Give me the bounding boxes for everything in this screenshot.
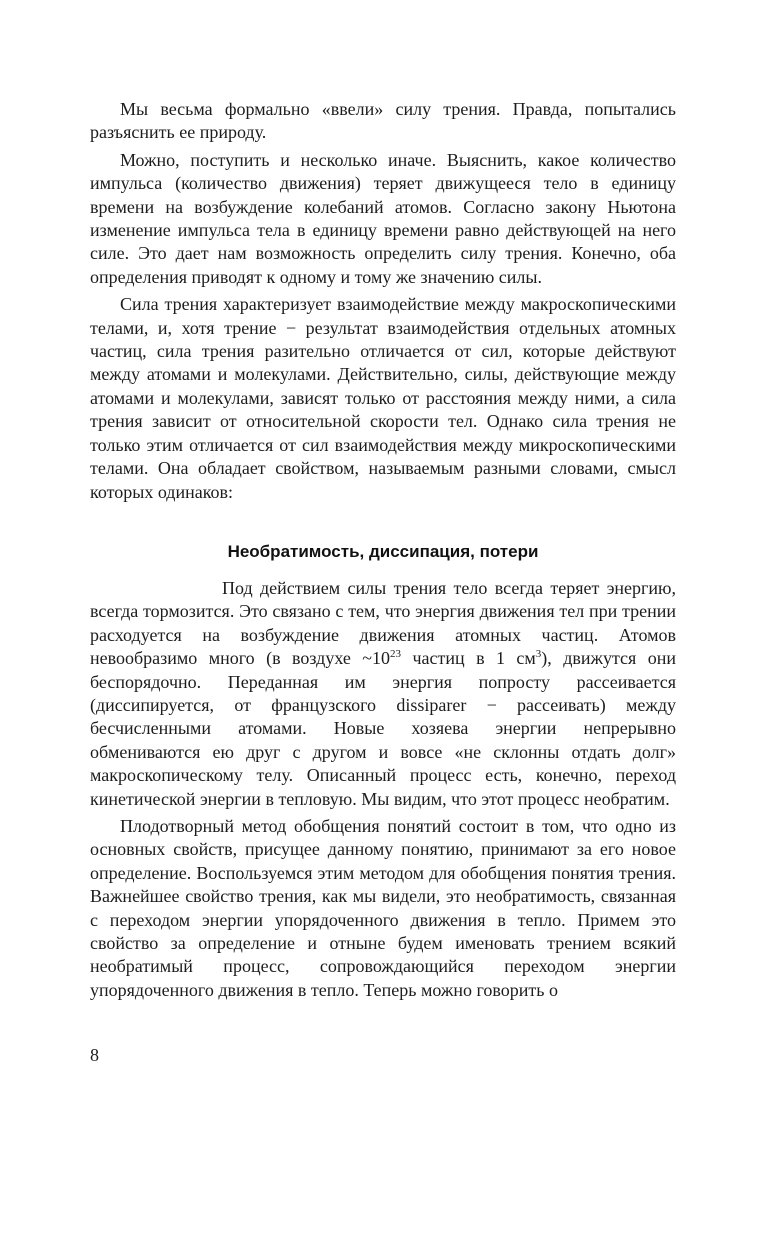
- text-part-2: частиц в 1 см: [401, 648, 536, 669]
- exponent-3: 3: [535, 648, 542, 661]
- paragraph-momentum: Можно, поступить и несколько иначе. Выяснить, какое количество импульса (количество движения) теряет движущееся тело в единицу времени на возбуждение колебаний атомов. Согласно закону Ньютона изменение импульса тела в единицу времени равно действующей на него силе. Это дает нам возможность определить силу трения. Конечно, оба определения приводят к одному и тому же значению силы.: [90, 149, 676, 287]
- page-body: [90, 98, 676, 1006]
- section-heading: Необратимость, диссипация, потери: [227, 541, 539, 561]
- paragraph-friction-character: Сила трения характеризует взаимодействие между макроскопическими телами, и, хотя трение − результат взаимодействия отдельных атомных частиц, сила трения разительно отличается от сил, которые действуют между атомами и молекулами. Действительно, силы, действующие между атомами и молекулами, зависят только от расстояния между ними, а сила трения зависит от относительной скорости тел. Однако сила трения не только этим отличается от сил взаимодействия между микроскопическими телами. Она обладает свойством, называемым разными словами, смысл которых одинаков:: [90, 294, 676, 502]
- text-part-1: Под действием силы трения тело всегда теряет энергию, всегда тормозится. Это связано с тем, что энергия движения тел при трении расходуется на возбуждение движения атомных частиц. Атомов невообразимо много (в воздухе ~10: [90, 577, 676, 669]
- paragraph-intro: Мы весьма формально «ввели» силу трения. Правда, попытались разъяснить ее природу.: [90, 99, 676, 143]
- exponent-23: 23: [390, 648, 402, 661]
- text-part-3: ), движутся они беспорядочно. Переданная им энергия попросту рассеивается (диссипируется, от французского dissiparer − рассеивать) между бесчисленными атомами. Новые хозяева энергии непрерывно обмениваются ею друг с другом и вовсе «не склонны отдать долг» макроскопическому телу. Описанный процесс есть, конечно, переход кинетической энергии в тепловую. Мы видим, что этот процесс необратим.: [90, 648, 676, 809]
- paragraph-generalization: Плодотворный метод обобщения понятий состоит в том, что одно из основных свойств, присущее данному понятию, принимают за его новое определение. Воспользуемся этим методом для обобщения понятия трения. Важнейшее свойство трения, как мы видели, это необратимость, связанная с переходом энергии упорядоченного движения в тепло. Примем это свойство за определение и отныне будем именовать трением всякий необратимый процесс, сопровождающийся переходом энергии упорядоченного движения в тепло. Теперь можно говорить о: [90, 815, 676, 1000]
- paragraph-irreversibility: [90, 577, 676, 811]
- page-number: 8: [90, 1045, 99, 1065]
